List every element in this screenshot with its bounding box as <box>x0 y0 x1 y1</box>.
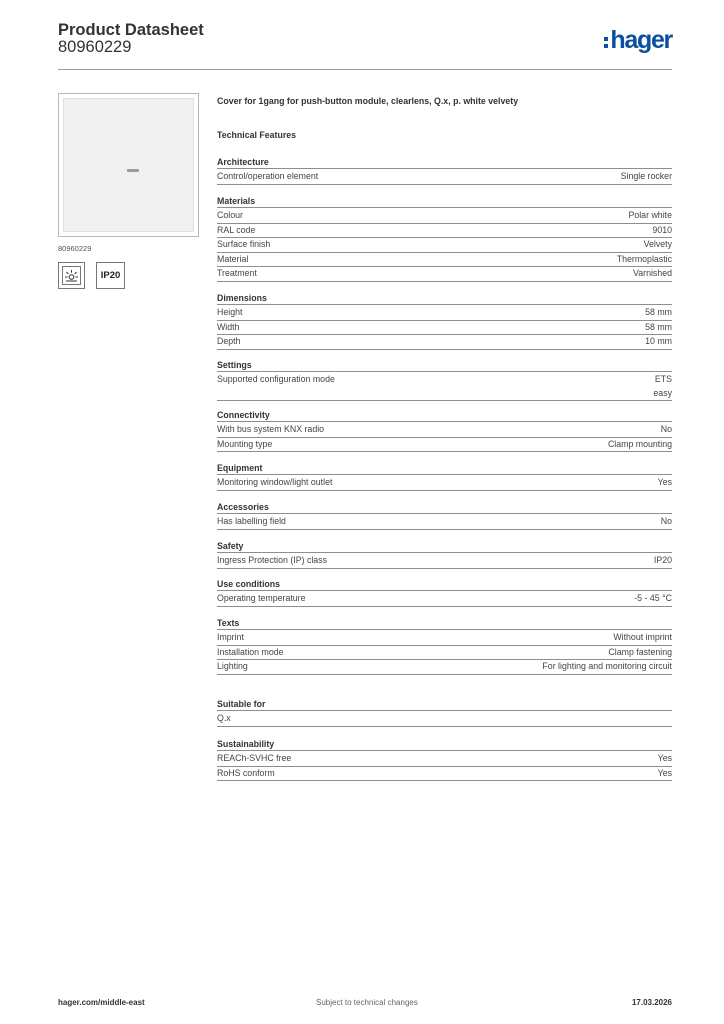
spec-value <box>621 170 672 184</box>
footer-note: Subject to technical changes <box>316 998 418 1007</box>
spec-value <box>661 515 672 529</box>
spec-value <box>652 224 672 238</box>
section-use-conditions <box>217 578 672 607</box>
spec-value-line: Clamp fastening <box>608 646 672 657</box>
spec-label: Imprint <box>217 632 244 642</box>
spec-value-line: IP20 <box>653 555 672 565</box>
section-title: Equipment <box>217 462 672 475</box>
section-title: Safety <box>217 540 672 553</box>
section-title: Settings <box>217 359 672 372</box>
section-title: Dimensions <box>217 292 672 305</box>
spec-label: Colour <box>217 210 243 220</box>
spec-value <box>658 752 672 766</box>
footer-date: 17.03.2026 <box>631 998 672 1007</box>
spec-value <box>634 592 672 606</box>
cover-plate <box>63 98 194 232</box>
spec-value-line: Varnished <box>633 268 672 279</box>
spec-row <box>217 306 672 321</box>
spec-value <box>613 631 672 645</box>
spec-value <box>633 267 672 281</box>
spec-label: Control/operation element <box>217 171 319 181</box>
section-dimensions <box>217 292 672 350</box>
footer-website: hager.com/middle-east <box>58 998 145 1007</box>
spec-row <box>217 224 672 239</box>
section-title: Architecture <box>217 156 672 169</box>
section-sustainability <box>217 738 672 781</box>
spec-value-line: Yes <box>657 753 672 763</box>
spec-label: REACh-SVHC free <box>217 753 292 763</box>
spec-value-line: 58 mm <box>645 321 672 332</box>
section-title: Connectivity <box>217 409 672 422</box>
spec-row <box>217 646 672 661</box>
spec-value-line: Single rocker <box>620 171 672 181</box>
section-suitable-for <box>217 698 672 727</box>
spec-label: Has labelling field <box>217 516 286 526</box>
spec-value-line: For lighting and monitoring circuit <box>542 661 672 672</box>
spec-label: Q.x <box>217 713 231 723</box>
section-title: Use conditions <box>217 578 672 591</box>
spec-value-line: Yes <box>657 477 672 487</box>
spec-row <box>217 253 672 268</box>
spec-label: Lighting <box>217 661 248 672</box>
spec-value <box>658 767 672 781</box>
spec-value-line: 58 mm <box>645 307 672 317</box>
spec-label: Operating temperature <box>217 593 306 603</box>
spec-value <box>628 209 672 223</box>
spec-row <box>217 592 672 607</box>
spec-label: Surface finish <box>217 239 271 250</box>
spec-row <box>217 554 672 569</box>
section-title: Texts <box>217 617 672 630</box>
page-header <box>58 21 672 70</box>
spec-label: RAL code <box>217 224 256 235</box>
spec-row <box>217 476 672 491</box>
product-description: Cover for 1gang for push-button module, clearlens, Q.x, p. white velvety <box>217 96 519 106</box>
product-number: 80960229 <box>58 38 132 56</box>
product-image <box>58 93 199 237</box>
section-safety <box>217 540 672 569</box>
spec-row <box>217 170 672 185</box>
spec-value-line: easy <box>653 387 672 398</box>
spec-row <box>217 515 672 530</box>
spec-row <box>217 438 672 453</box>
spec-value <box>608 646 672 660</box>
logo-dots-icon <box>604 37 608 48</box>
spec-value <box>654 554 672 568</box>
section-texts <box>217 617 672 675</box>
spec-value <box>645 306 672 320</box>
section-title: Suitable for <box>217 698 672 711</box>
spec-row <box>217 238 672 253</box>
spec-row <box>217 712 672 727</box>
spec-label: Height <box>217 307 243 317</box>
spec-value-line: 9010 <box>652 224 672 235</box>
spec-value <box>645 321 672 335</box>
section-connectivity <box>217 409 672 452</box>
section-equipment <box>217 462 672 491</box>
spec-value-line: Without imprint <box>613 632 672 642</box>
spec-row <box>217 752 672 767</box>
spec-value-line: Thermoplastic <box>616 253 672 264</box>
section-title: Accessories <box>217 501 672 514</box>
spec-label: Ingress Protection (IP) class <box>217 555 327 565</box>
spec-value-line: Polar white <box>628 210 672 220</box>
spec-row <box>217 335 672 350</box>
spec-value-line: No <box>660 516 672 526</box>
spec-label: Material <box>217 253 249 264</box>
spec-value <box>617 253 672 267</box>
section-accessories <box>217 501 672 530</box>
spec-value-line: Clamp mounting <box>607 438 672 449</box>
spec-value-line: 10 mm <box>645 336 672 347</box>
spec-label: Depth <box>217 336 241 347</box>
section-materials <box>217 195 672 282</box>
image-caption: 80960229 <box>58 244 92 253</box>
section-title: Sustainability <box>217 738 672 751</box>
spec-value-line: Velvety <box>643 239 672 250</box>
ip-rating-badge: IP20 <box>96 262 125 289</box>
spec-label: Installation mode <box>217 646 284 657</box>
spec-value-line: Yes <box>657 767 672 778</box>
spec-label: Mounting type <box>217 438 273 449</box>
spec-label: With bus system KNX radio <box>217 424 325 434</box>
spec-row <box>217 631 672 646</box>
logo-text: hager <box>610 26 672 54</box>
spec-value <box>653 373 672 400</box>
spec-label: Supported configuration mode <box>217 374 335 384</box>
spec-value <box>644 238 672 252</box>
spec-value <box>645 335 672 349</box>
spec-value <box>542 660 672 674</box>
spec-row <box>217 209 672 224</box>
spec-value <box>608 438 672 452</box>
spec-row <box>217 660 672 675</box>
spec-row <box>217 423 672 438</box>
spec-row <box>217 267 672 282</box>
spec-value <box>661 423 672 437</box>
spec-value-line: ETS <box>654 374 672 384</box>
page-title: Product Datasheet <box>58 21 204 39</box>
spec-value-line: -5 - 45 °C <box>634 593 672 603</box>
light-indicator-icon <box>58 262 85 289</box>
spec-row <box>217 373 672 401</box>
spec-value-line: No <box>660 424 672 434</box>
section-title: Materials <box>217 195 672 208</box>
section-architecture <box>217 156 672 185</box>
spec-row <box>217 767 672 782</box>
spec-label: Width <box>217 321 240 332</box>
section-settings <box>217 359 672 401</box>
technical-features-heading: Technical Features <box>217 130 297 140</box>
hager-logo <box>604 27 672 53</box>
spec-label: Monitoring window/light outlet <box>217 477 333 487</box>
spec-label: Treatment <box>217 268 257 279</box>
spec-label: RoHS conform <box>217 767 275 778</box>
spec-row <box>217 321 672 336</box>
spec-value <box>658 476 672 490</box>
led-window <box>127 169 139 172</box>
